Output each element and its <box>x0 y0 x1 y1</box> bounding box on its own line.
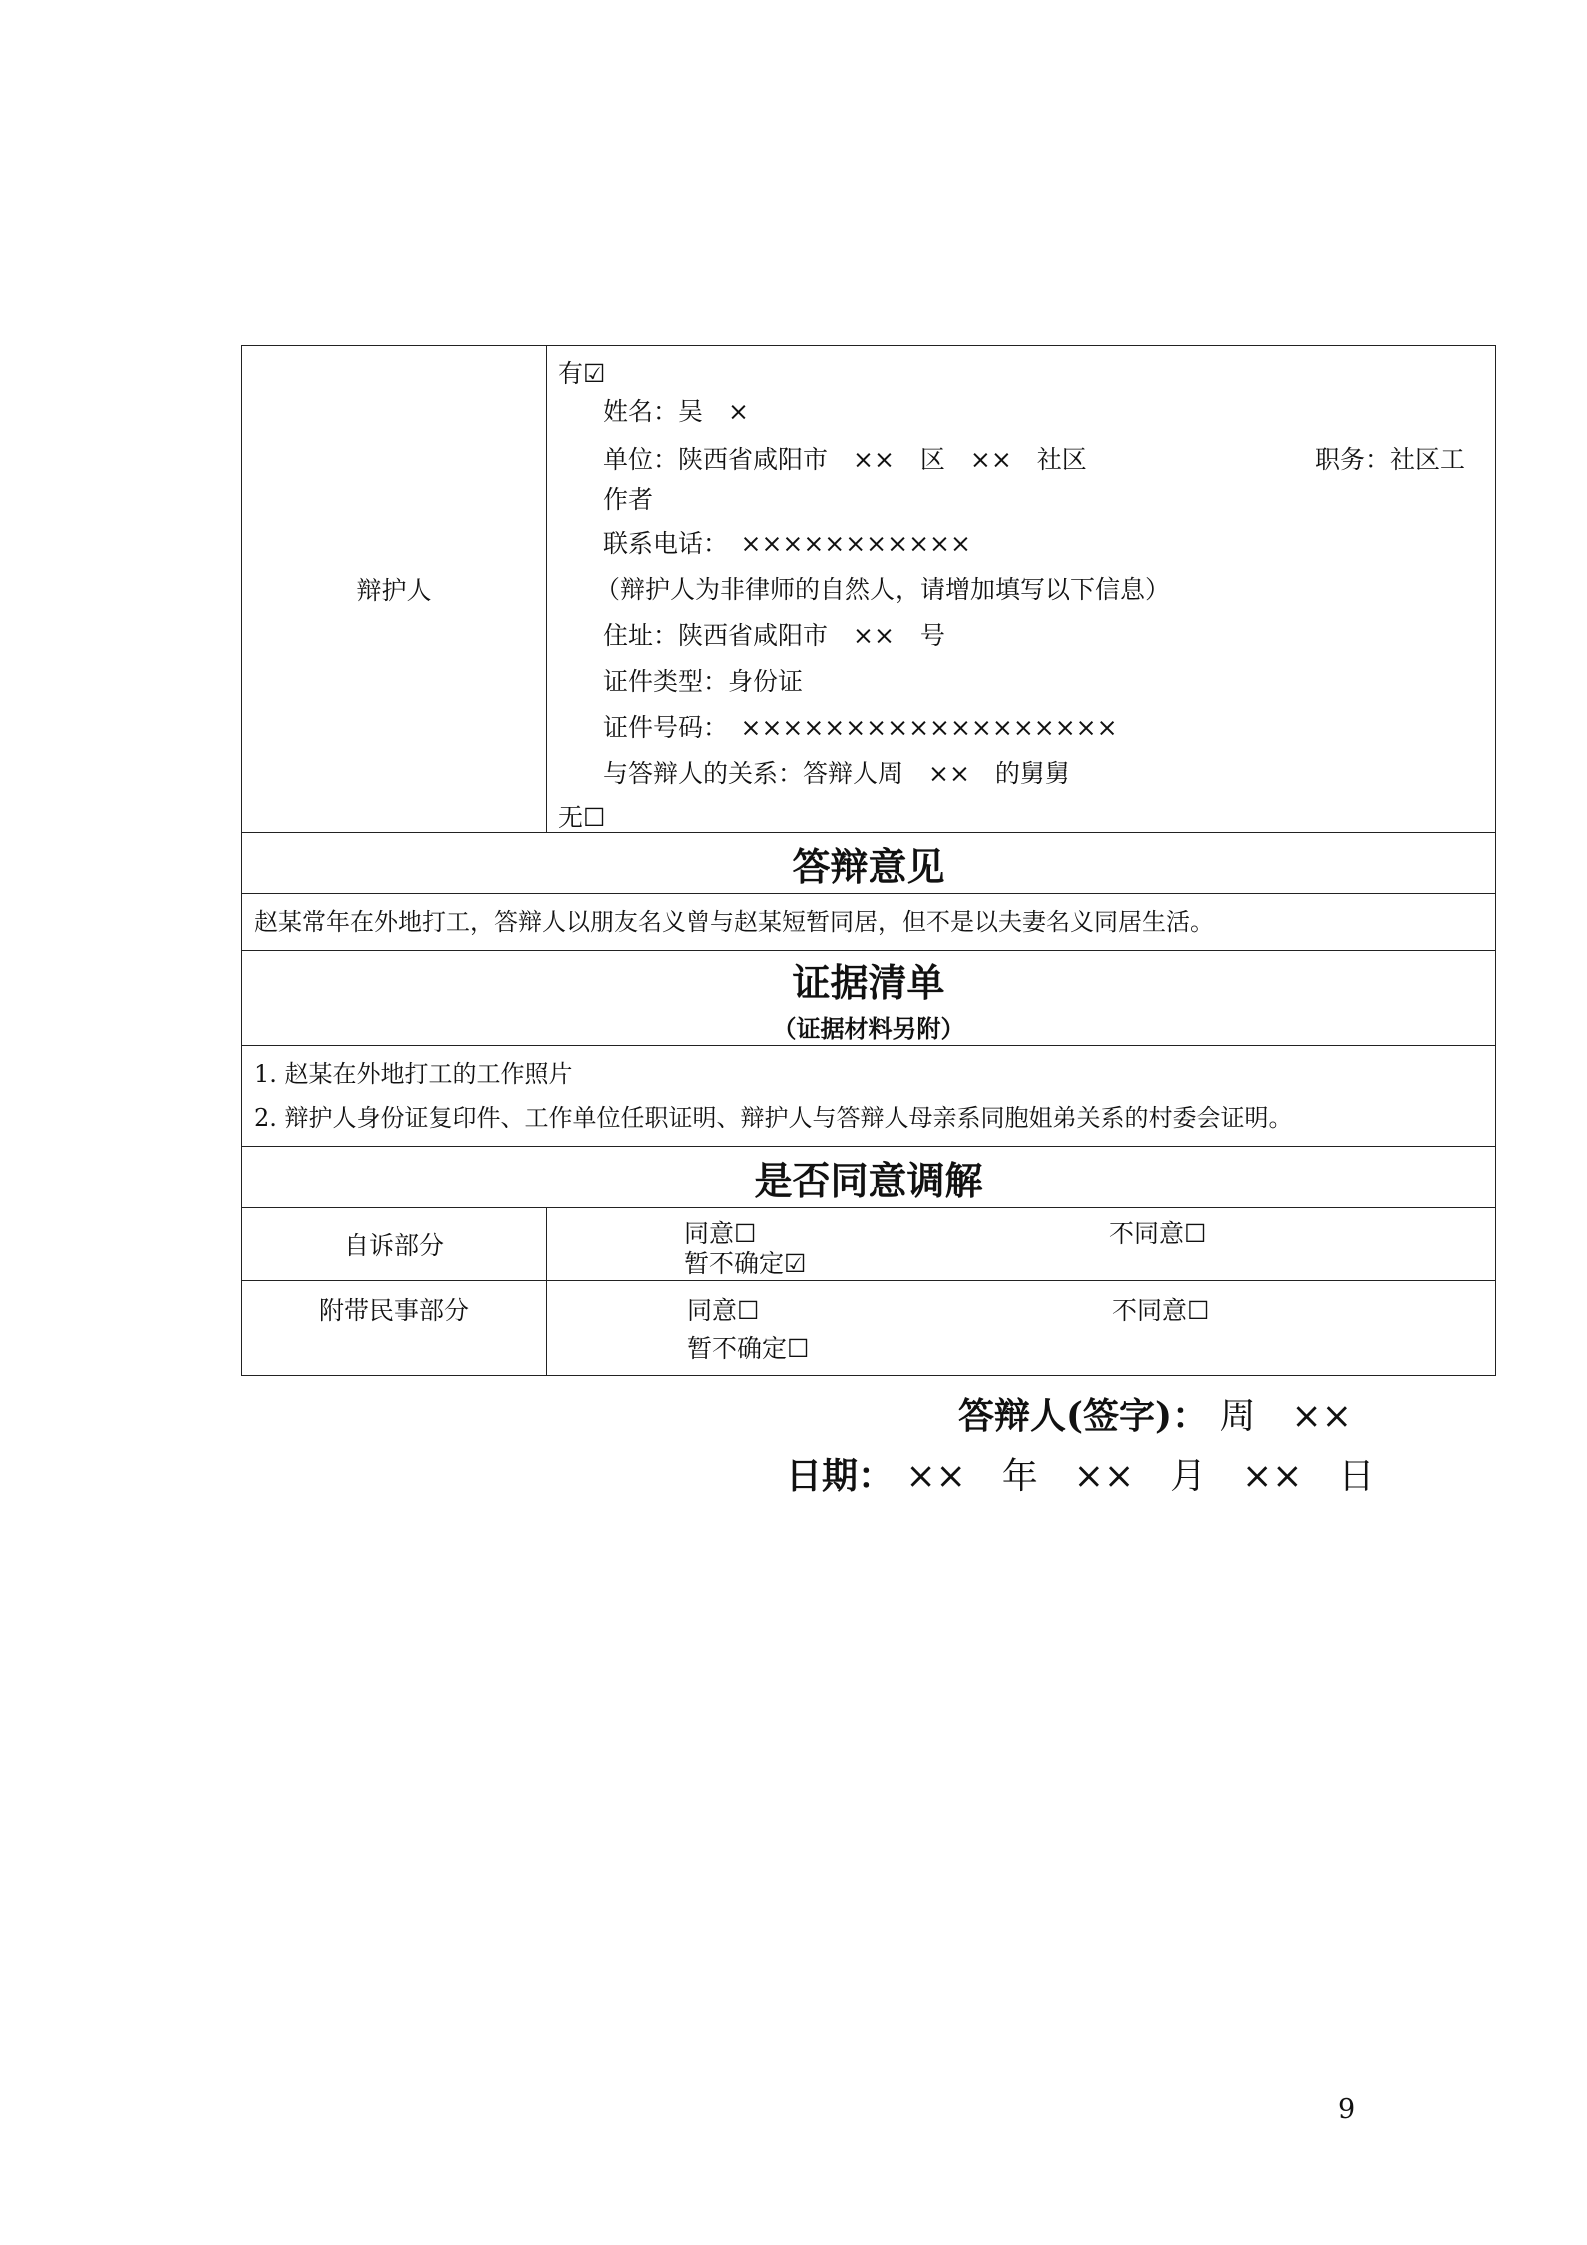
signature-value: 周 ×× <box>1219 1396 1352 1437</box>
defender-phone: 联系电话： ××××××××××× <box>603 529 971 558</box>
mediation-heading: 是否同意调解 <box>242 1147 1496 1208</box>
defender-none-option[interactable]: 无☐ <box>558 803 606 832</box>
evidence-item: 1. 赵某在外地打工的工作照片 <box>254 1060 573 1088</box>
defender-position-cont: 作者 <box>603 485 654 514</box>
defender-has-option[interactable]: 有☑ <box>558 359 606 388</box>
date-label: 日期： <box>786 1455 895 1497</box>
agree-option[interactable]: 同意☐ <box>684 1219 757 1248</box>
signature-line <box>958 1388 1352 1439</box>
date-line <box>786 1448 1374 1499</box>
uncertain-option[interactable]: 暂不确定☑ <box>684 1249 807 1278</box>
mediation-row-label: 自诉部分 <box>242 1208 547 1281</box>
mediation-row-label: 附带民事部分 <box>242 1281 547 1376</box>
disagree-option[interactable]: 不同意☐ <box>1109 1219 1207 1248</box>
defender-id-number: 证件号码： ×××××××××××××××××× <box>603 713 1118 742</box>
defender-name: 姓名：吴 × <box>603 397 749 426</box>
defender-id-type: 证件类型：身份证 <box>603 667 804 696</box>
defense-form-table <box>241 345 1496 1376</box>
date-value: ×× 年 ×× 月 ×× 日 <box>905 1456 1375 1497</box>
defender-position: 职务：社区工 <box>1315 445 1466 474</box>
evidence-subheading: （证据材料另附） <box>772 1015 965 1043</box>
defender-relation: 与答辩人的关系：答辩人周 ×× 的舅舅 <box>603 759 1070 788</box>
signature-label: 答辩人(签字)： <box>958 1395 1209 1437</box>
evidence-heading-cell <box>242 951 1496 1046</box>
defense-opinion-heading: 答辩意见 <box>242 833 1496 894</box>
disagree-option[interactable]: 不同意☐ <box>1112 1296 1210 1325</box>
defender-note: （辩护人为非律师的自然人，请增加填写以下信息） <box>595 575 1171 604</box>
uncertain-option[interactable]: 暂不确定☐ <box>687 1334 810 1363</box>
defender-info-cell <box>547 346 1496 833</box>
defender-address: 住址：陕西省咸阳市 ×× 号 <box>603 621 945 650</box>
agree-option[interactable]: 同意☐ <box>687 1296 760 1325</box>
defender-unit: 单位：陕西省咸阳市 ×× 区 ×× 社区 <box>603 445 1087 474</box>
evidence-list <box>242 1046 1496 1147</box>
defense-opinion-text: 赵某常年在外地打工，答辩人以朋友名义曾与赵某短暂同居，但不是以夫妻名义同居生活。 <box>242 894 1496 951</box>
page-number: 9 <box>1338 2094 1356 2125</box>
evidence-item: 2. 辩护人身份证复印件、工作单位任职证明、辩护人与答辩人母亲系同胞姐弟关系的村委会证明。 <box>254 1104 1293 1132</box>
mediation-options-cell <box>547 1208 1496 1281</box>
evidence-heading: 证据清单 <box>792 960 945 1005</box>
mediation-options-cell <box>547 1281 1496 1376</box>
defender-label: 辩护人 <box>242 346 547 833</box>
